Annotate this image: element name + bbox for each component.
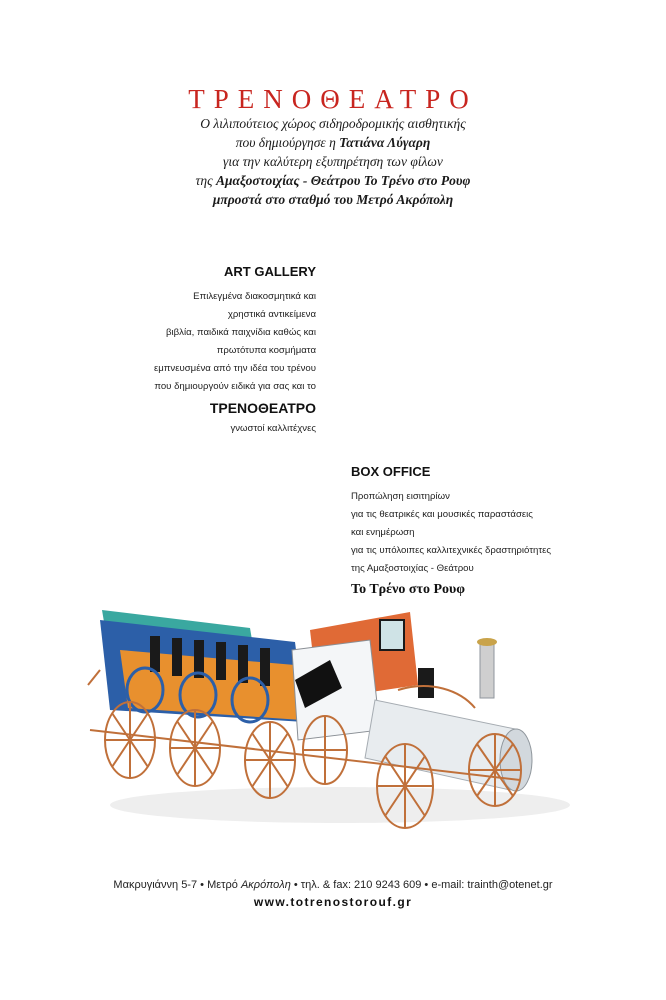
intro-line: για την καλύτερη εξυπηρέτηση των φίλων [223, 154, 443, 169]
footer-metro-station: Ακρόπολη [240, 879, 291, 891]
intro-line: που δημιούργησε η Τατιάνα Λύγαρη [235, 135, 431, 150]
boiler-dome [418, 668, 434, 698]
cab-window [380, 620, 404, 650]
box-office-line: Προπώληση εισιτηρίων [351, 491, 450, 502]
footer-phone: τηλ. & fax: 210 9243 609 [300, 879, 422, 891]
wheel [469, 734, 521, 806]
art-gallery-heading: ART GALLERY [224, 264, 316, 279]
box-office-line: για τις θεατρικές και μουσικές παραστάσεις [351, 509, 533, 520]
art-gallery-brand: ΤΡΕΝΟΘΕΑΤΡΟ [209, 400, 316, 416]
art-gallery-line: εμπνευσμένα από την ιδέα του τρένου [154, 363, 316, 374]
footer-metro-label: Μετρό [207, 879, 238, 891]
footer-email[interactable]: e-mail: trainth@otenet.gr [431, 879, 553, 891]
art-gallery-line: χρηστικά αντικείμενα [227, 309, 316, 320]
footer-bullet: • [200, 879, 205, 891]
footer-bullet: • [293, 879, 298, 891]
wheel [377, 744, 433, 828]
art-gallery-line: βιβλία, παιδικά παιχνίδια καθώς και [165, 327, 316, 338]
intro-line: μπροστά στο σταθμό του Μετρό Ακρόπολη [212, 192, 454, 207]
art-gallery-line: πρωτότυπα κοσμήματα [216, 345, 316, 356]
box-office-heading: BOX OFFICE [351, 464, 431, 479]
intro-line: Ο λιλιπούτειος χώρος σιδηροδρομικής αισθητικής [200, 116, 466, 131]
art-gallery-line: Επιλεγμένα διακοσμητικά και [193, 291, 316, 302]
box-office-line: της Αμαξοστοιχίας - Θεάτρου [351, 563, 474, 574]
box-office-line: και ενημέρωση [351, 527, 415, 538]
art-gallery-line: που δημιουργούν ειδικά για σας και το [154, 381, 316, 392]
footer-bullet: • [424, 879, 429, 891]
page-title: ΤΡΕΝΟΘΕΑΤΡΟ [188, 84, 478, 114]
wheel [105, 702, 155, 778]
contact-footer [0, 876, 666, 894]
footer-address: Μακρυγιάννη 5-7 [113, 879, 198, 891]
boiler-front [500, 729, 532, 791]
smokestack-rim [477, 638, 497, 646]
website-link[interactable]: www.totrenostorouf.gr [253, 895, 413, 909]
toy-train-illustration [80, 590, 580, 840]
intro-text [0, 114, 666, 209]
art-gallery-section [56, 262, 316, 438]
box-office-brand: Το Τρένο στο Ρουφ [351, 582, 466, 597]
wheel [170, 710, 220, 786]
intro-line: της Αμαξοστοιχίας - Θεάτρου Το Τρένο στο Ρουφ [195, 173, 471, 188]
box-office-section [351, 462, 651, 602]
box-office-line: για τις υπόλοιπες καλλιτεχνικές δραστηριότητες [351, 545, 552, 556]
wheel [303, 716, 347, 784]
smokestack [480, 642, 494, 698]
art-gallery-line: γνωστοί καλλιτέχνες [230, 423, 316, 434]
wheel [245, 722, 295, 798]
